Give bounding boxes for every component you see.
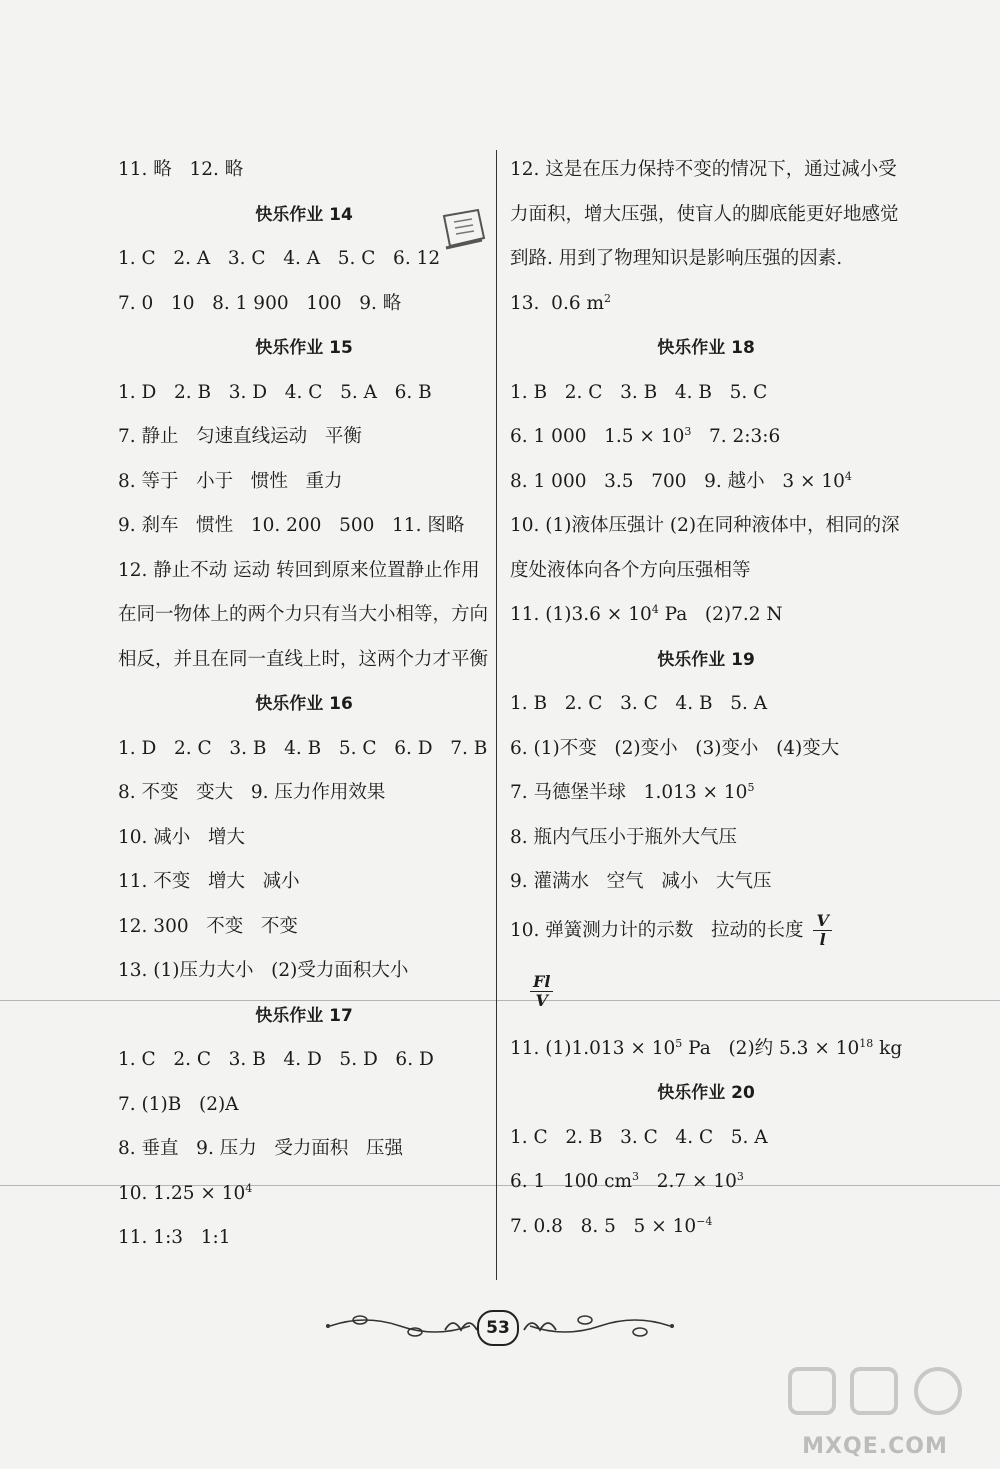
answer-line: 7. 0 10 8. 1 900 100 9. 略 xyxy=(118,292,402,314)
answer-line xyxy=(510,593,902,638)
answer-line: 7. 静止 匀速直线运动 平衡 xyxy=(118,426,362,447)
fraction-denominator: V xyxy=(535,991,548,1010)
fraction xyxy=(530,973,553,1010)
answer-line: 8. 垂直 9. 压力 受力面积 压强 xyxy=(118,1138,403,1159)
answer-line xyxy=(510,1205,902,1250)
exponent: 5 xyxy=(675,1036,683,1050)
answer-text: 8. 1 000 3.5 700 9. 越小 3 × 10 xyxy=(510,470,845,492)
answer-text: 2.7 × 10 xyxy=(639,1171,737,1192)
answer-text: 7. 2:3:6 xyxy=(691,426,781,447)
answer-line: 8. 瓶内气压小于瓶外大气压 xyxy=(510,826,738,848)
answer-text: 10. 1.25 × 10 xyxy=(118,1182,246,1204)
answer-line xyxy=(510,957,902,1027)
site-watermark xyxy=(780,1359,970,1459)
answer-text: 11. (1)3.6 × 10 xyxy=(510,604,652,625)
answer-line xyxy=(510,415,902,460)
answer-paragraph: 12. 这是在压力保持不变的情况下，通过减小受力面积，增大压强，使盲人的脚底能更好地感觉到路. 用到了物理知识是影响压强的因素. xyxy=(510,159,899,269)
answer-line: 1. C 2. A 3. C 4. A 5. C 6. 12 xyxy=(118,248,441,269)
answer-line xyxy=(510,905,902,957)
exponent: 4 xyxy=(245,1181,253,1195)
fraction-numerator: V xyxy=(813,912,831,931)
answer-line: 1. C 2. C 3. B 4. D 5. D 6. D xyxy=(118,1049,434,1070)
answer-line: 1. D 2. C 3. B 4. B 5. C 6. D 7. B xyxy=(118,737,488,759)
answer-text: kg xyxy=(873,1037,903,1059)
section-heading-17: 快乐作业 17 xyxy=(255,1005,353,1026)
answer-line xyxy=(510,1027,902,1072)
answer-line: 7. (1)B (2)A xyxy=(118,1093,239,1115)
answer-line: 13. (1)压力大小 (2)受力面积大小 xyxy=(118,960,409,981)
answer-line: 1. B 2. C 3. C 4. B 5. A xyxy=(510,693,768,714)
fraction xyxy=(813,912,831,949)
answer-text: 7. 马德堡半球 1.013 × 10 xyxy=(510,782,748,803)
answer-text: 10. 弹簧测力计的示数 拉动的长度 xyxy=(510,919,804,941)
answer-line: 1. D 2. B 3. D 4. C 5. A 6. B xyxy=(118,381,432,403)
answer-line: 11. 不变 增大 减小 xyxy=(118,871,300,892)
exponent: 4 xyxy=(844,469,852,483)
answer-line: 8. 不变 变大 9. 压力作用效果 xyxy=(118,782,386,803)
answer-line: 8. 等于 小于 惯性 重力 xyxy=(118,470,343,492)
answer-line: 6. (1)不变 (2)变小 (3)变小 (4)变大 xyxy=(510,737,840,759)
column-divider xyxy=(496,150,497,1280)
answer-text: 7. 0.8 8. 5 5 × 10 xyxy=(510,1215,697,1237)
left-column xyxy=(118,148,490,1261)
book-stamp-icon xyxy=(438,208,488,252)
answer-line xyxy=(118,1172,490,1217)
section-heading-20: 快乐作业 20 xyxy=(657,1083,755,1103)
answer-line xyxy=(510,771,902,816)
exponent: 18 xyxy=(859,1036,874,1050)
answer-line xyxy=(510,460,902,505)
section-heading-16: 快乐作业 16 xyxy=(255,694,353,714)
watermark-text: MXQE.COM xyxy=(802,1434,948,1459)
answer-line: 9. 灌满水 空气 减小 大气压 xyxy=(510,871,772,892)
right-column xyxy=(510,148,902,1249)
exponent: 5 xyxy=(747,780,755,794)
answer-text: 11. (1)1.013 × 10 xyxy=(510,1037,676,1059)
fraction-denominator: l xyxy=(819,930,826,949)
watermark-logo-icon xyxy=(780,1359,970,1429)
fraction-numerator: Fl xyxy=(530,973,553,992)
answer-line: 1. B 2. C 3. B 4. B 5. C xyxy=(510,381,768,403)
answer-line: 11. 1:3 1:1 xyxy=(118,1227,231,1248)
answer-paragraph: 12. 静止不动 运动 转回到原来位置静止作用在同一物体上的两个力只有当大小相等，方向相反，并且在同一直线上时，这两个力才平衡 xyxy=(118,559,489,670)
page-number: 53 xyxy=(477,1310,519,1346)
exponent: 3 xyxy=(684,424,692,438)
section-heading-19: 快乐作业 19 xyxy=(657,649,755,670)
section-heading-18: 快乐作业 18 xyxy=(657,338,755,358)
answer-line xyxy=(510,1160,902,1205)
answer-text: Pa (2)约 5.3 × 10 xyxy=(682,1037,860,1059)
section-heading-15: 快乐作业 15 xyxy=(255,338,353,358)
answer-line: 1. C 2. B 3. C 4. C 5. A xyxy=(510,1126,768,1148)
answer-line: 11. 略 12. 略 xyxy=(118,159,244,180)
exponent: −4 xyxy=(696,1214,713,1228)
answer-text: 6. 1 000 1.5 × 10 xyxy=(510,426,685,447)
page-footer xyxy=(320,1306,680,1346)
answer-text: 6. 1 100 cm xyxy=(510,1171,633,1192)
exponent: 2 xyxy=(604,291,612,305)
answer-line xyxy=(510,282,902,327)
answer-text: 13. 0.6 m xyxy=(510,292,605,314)
answer-line: 10. 减小 增大 xyxy=(118,826,245,848)
answer-paragraph: 10. (1)液体压强计 (2)在同种液体中，相同的深度处液体向各个方向压强相等 xyxy=(510,515,900,581)
answer-line: 12. 300 不变 不变 xyxy=(118,915,298,937)
answer-text: Pa (2)7.2 N xyxy=(658,604,783,625)
exponent: 4 xyxy=(651,602,659,616)
answer-line: 9. 刹车 惯性 10. 200 500 11. 图略 xyxy=(118,515,465,536)
exponent: 3 xyxy=(736,1169,744,1183)
exponent: 3 xyxy=(632,1169,640,1183)
section-heading-14: 快乐作业 14 xyxy=(255,204,353,225)
